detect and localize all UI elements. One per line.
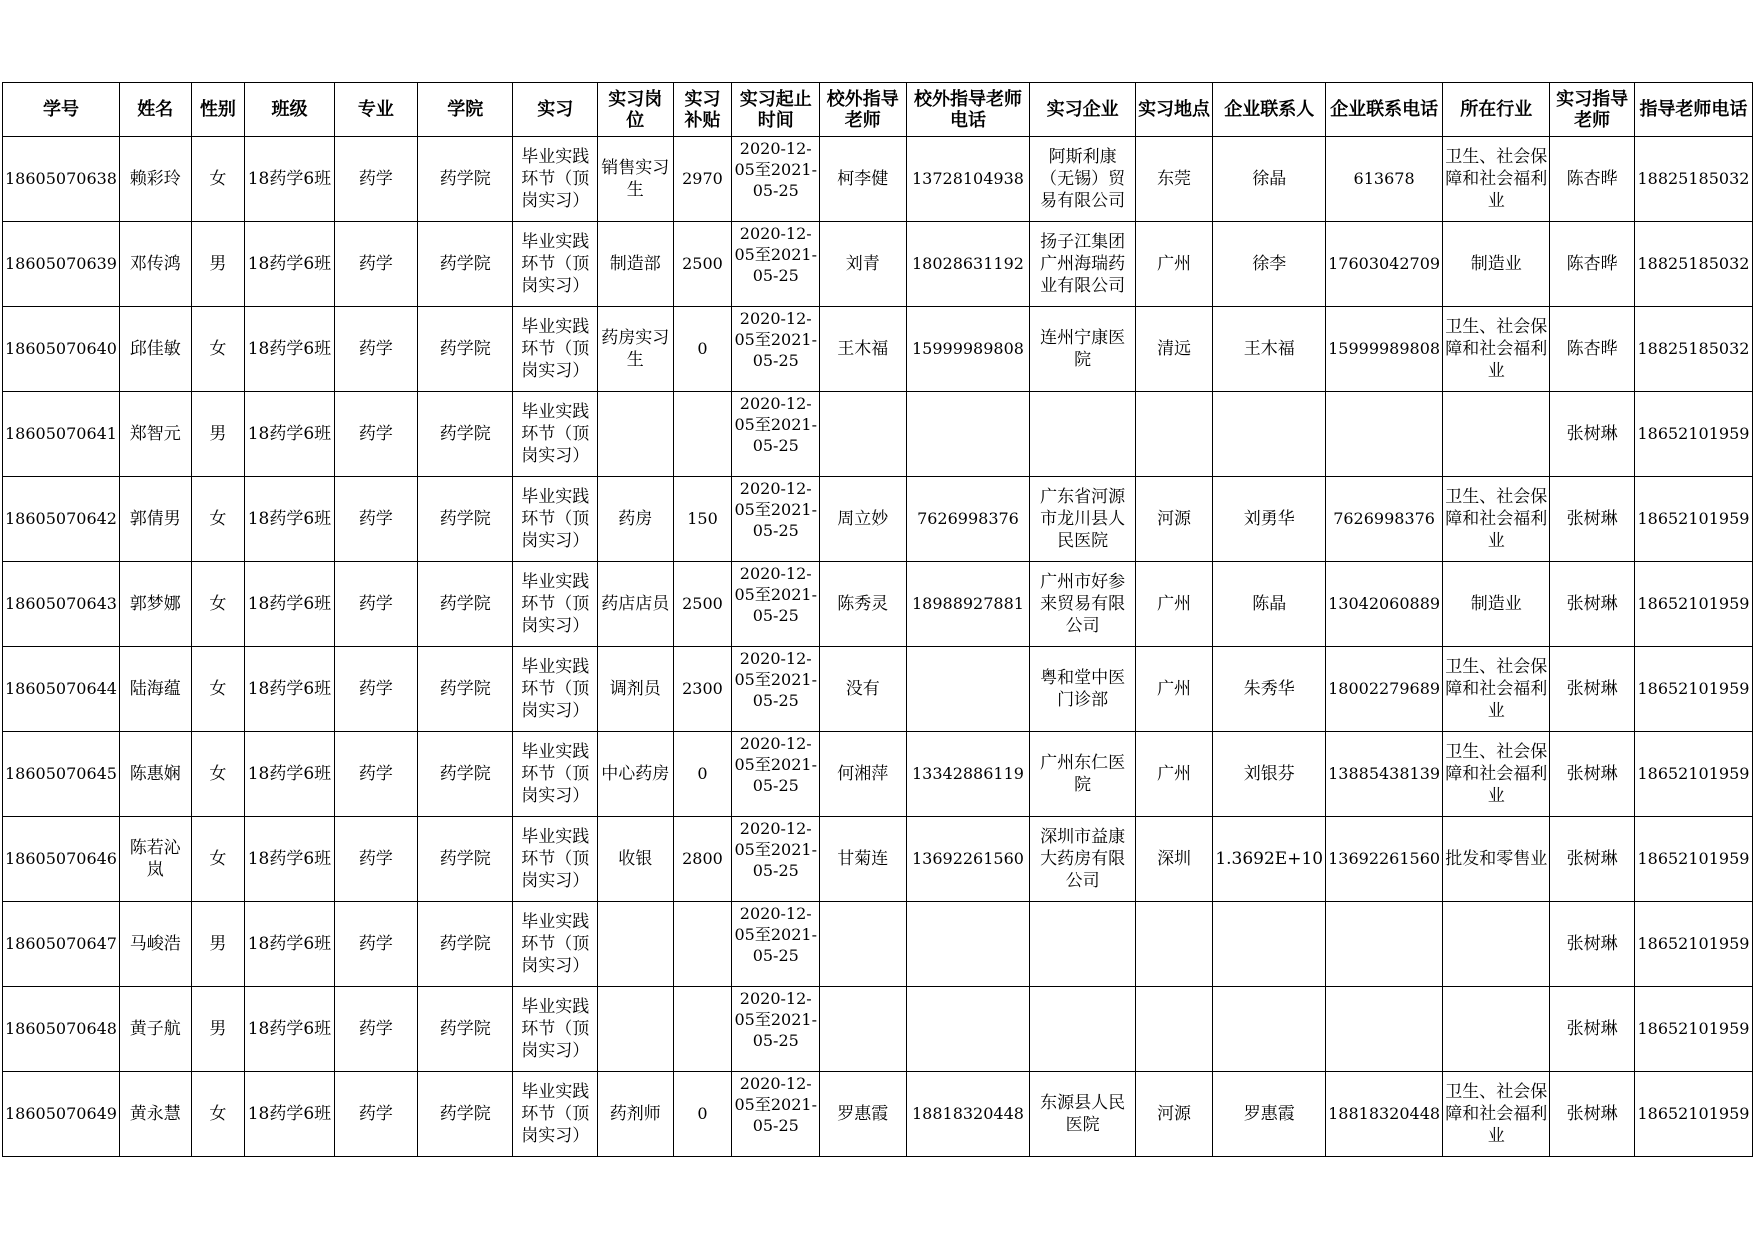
table-cell: 广州: [1135, 562, 1213, 647]
table-cell: 药房实习生: [598, 307, 674, 392]
table-cell: 18605070647: [3, 902, 120, 987]
table-cell: 刘青: [820, 222, 906, 307]
table-cell: 徐李: [1213, 222, 1326, 307]
table-cell: 广州: [1135, 647, 1213, 732]
column-header: 校外指导老师电话: [906, 83, 1030, 137]
table-cell: 药学院: [418, 222, 513, 307]
table-cell: 18605070639: [3, 222, 120, 307]
table-cell: 18药学6班: [245, 477, 334, 562]
table-cell: 销售实习生: [598, 137, 674, 222]
table-cell: 药学院: [418, 137, 513, 222]
table-cell: 广东省河源市龙川县人民医院: [1030, 477, 1135, 562]
column-header: 校外指导老师: [820, 83, 906, 137]
table-cell: 河源: [1135, 477, 1213, 562]
table-cell: 黄子航: [119, 987, 191, 1072]
table-cell: 18药学6班: [245, 647, 334, 732]
table-cell: [1135, 902, 1213, 987]
table-cell: [732, 732, 820, 817]
table-cell: 15999989808: [1326, 307, 1443, 392]
column-header: 学院: [418, 83, 513, 137]
table-cell: 批发和零售业: [1443, 817, 1550, 902]
table-cell: 制造部: [598, 222, 674, 307]
date-range-text: 2020-12-05至2021-05-25: [734, 564, 817, 625]
table-cell: [1443, 987, 1550, 1072]
column-header: 实习起止时间: [732, 83, 820, 137]
table-cell: 150: [673, 477, 732, 562]
table-cell: 7626998376: [906, 477, 1030, 562]
table-cell: 没有: [820, 647, 906, 732]
table-row: [3, 222, 1753, 307]
table-cell: 张树琳: [1550, 817, 1634, 902]
table-cell: 毕业实践环节（顶岗实习）: [513, 562, 598, 647]
table-cell: [1443, 902, 1550, 987]
table-cell: 18825185032: [1634, 307, 1752, 392]
table-cell: [1326, 987, 1443, 1072]
table-cell: 赖彩玲: [119, 137, 191, 222]
table-cell: 18药学6班: [245, 817, 334, 902]
table-cell: [820, 902, 906, 987]
table-cell: 0: [673, 1072, 732, 1157]
table-cell: 药学: [334, 222, 417, 307]
table-cell: 18605070641: [3, 392, 120, 477]
table-cell: 王木福: [820, 307, 906, 392]
table-cell: 18药学6班: [245, 732, 334, 817]
table-cell: 7626998376: [1326, 477, 1443, 562]
table-cell: 毕业实践环节（顶岗实习）: [513, 987, 598, 1072]
column-header: 实习地点: [1135, 83, 1213, 137]
table-cell: 调剂员: [598, 647, 674, 732]
table-cell: [598, 987, 674, 1072]
table-cell: 18605070646: [3, 817, 120, 902]
table-cell: 张树琳: [1550, 647, 1634, 732]
table-cell: 药学: [334, 1072, 417, 1157]
table-cell: 18药学6班: [245, 137, 334, 222]
column-header: 实习: [513, 83, 598, 137]
table-cell: 女: [191, 562, 245, 647]
table-cell: 18652101959: [1634, 562, 1752, 647]
table-cell: 连州宁康医院: [1030, 307, 1135, 392]
table-cell: 药学: [334, 392, 417, 477]
table-row: [3, 477, 1753, 562]
table-cell: 药学: [334, 902, 417, 987]
table-cell: [1326, 902, 1443, 987]
table-cell: [732, 1072, 820, 1157]
table-row: [3, 562, 1753, 647]
table-cell: 毕业实践环节（顶岗实习）: [513, 647, 598, 732]
table-cell: 2500: [673, 562, 732, 647]
table-cell: 药学: [334, 647, 417, 732]
table-row: [3, 392, 1753, 477]
table-cell: [732, 137, 820, 222]
table-cell: 药学: [334, 562, 417, 647]
table-cell: [906, 647, 1030, 732]
table-cell: [673, 392, 732, 477]
table-cell: 药学院: [418, 647, 513, 732]
date-range-text: 2020-12-05至2021-05-25: [734, 734, 817, 795]
table-cell: 中心药房: [598, 732, 674, 817]
table-cell: 18652101959: [1634, 987, 1752, 1072]
table-cell: 扬子江集团广州海瑞药业有限公司: [1030, 222, 1135, 307]
table-cell: 东源县人民医院: [1030, 1072, 1135, 1157]
table-cell: 药学院: [418, 477, 513, 562]
table-cell: 郑智元: [119, 392, 191, 477]
table-cell: 陈杏晔: [1550, 222, 1634, 307]
table-cell: 2800: [673, 817, 732, 902]
table-cell: 药学院: [418, 817, 513, 902]
table-cell: 何湘萍: [820, 732, 906, 817]
table-cell: 东莞: [1135, 137, 1213, 222]
table-cell: 毕业实践环节（顶岗实习）: [513, 392, 598, 477]
table-cell: [732, 392, 820, 477]
date-range-text: 2020-12-05至2021-05-25: [734, 649, 817, 710]
table-cell: 毕业实践环节（顶岗实习）: [513, 137, 598, 222]
table-cell: 毕业实践环节（顶岗实习）: [513, 222, 598, 307]
table-cell: [732, 307, 820, 392]
table-cell: 18652101959: [1634, 902, 1752, 987]
table-cell: 2500: [673, 222, 732, 307]
column-header: 企业联系人: [1213, 83, 1326, 137]
table-cell: 药学: [334, 817, 417, 902]
table-cell: 13042060889: [1326, 562, 1443, 647]
table-cell: 18605070649: [3, 1072, 120, 1157]
table-cell: 罗惠霞: [1213, 1072, 1326, 1157]
table-cell: 18605070644: [3, 647, 120, 732]
table-cell: 13885438139: [1326, 732, 1443, 817]
table-cell: 女: [191, 1072, 245, 1157]
table-row: [3, 137, 1753, 222]
table-cell: 0: [673, 307, 732, 392]
table-cell: 男: [191, 392, 245, 477]
table-cell: 邓传鸿: [119, 222, 191, 307]
table-cell: 18825185032: [1634, 137, 1752, 222]
table-cell: 陈杏晔: [1550, 307, 1634, 392]
table-cell: 613678: [1326, 137, 1443, 222]
table-cell: 女: [191, 477, 245, 562]
table-cell: 药学院: [418, 987, 513, 1072]
column-header: 实习企业: [1030, 83, 1135, 137]
table-cell: 制造业: [1443, 222, 1550, 307]
table-cell: 18652101959: [1634, 817, 1752, 902]
table-cell: [1030, 902, 1135, 987]
table-cell: 13692261560: [1326, 817, 1443, 902]
column-header: 指导老师电话: [1634, 83, 1752, 137]
table-cell: 刘银芬: [1213, 732, 1326, 817]
table-cell: 药学院: [418, 1072, 513, 1157]
table-cell: 毕业实践环节（顶岗实习）: [513, 817, 598, 902]
table-cell: [1135, 987, 1213, 1072]
table-cell: 广州: [1135, 222, 1213, 307]
table-cell: 15999989808: [906, 307, 1030, 392]
table-cell: 17603042709: [1326, 222, 1443, 307]
table-cell: 女: [191, 307, 245, 392]
table-cell: 广州: [1135, 732, 1213, 817]
table-cell: [732, 562, 820, 647]
table-cell: 18605070645: [3, 732, 120, 817]
table-cell: 13728104938: [906, 137, 1030, 222]
table-cell: 药学: [334, 137, 417, 222]
table-cell: [820, 987, 906, 1072]
date-range-text: 2020-12-05至2021-05-25: [734, 904, 817, 965]
table-cell: 药学: [334, 477, 417, 562]
table-cell: 18652101959: [1634, 732, 1752, 817]
table-cell: 女: [191, 732, 245, 817]
table-cell: 张树琳: [1550, 987, 1634, 1072]
table-cell: 毕业实践环节（顶岗实习）: [513, 477, 598, 562]
table-cell: 广州市好参来贸易有限公司: [1030, 562, 1135, 647]
table-cell: 毕业实践环节（顶岗实习）: [513, 902, 598, 987]
table-cell: 18605070640: [3, 307, 120, 392]
table-cell: [906, 902, 1030, 987]
table-row: [3, 647, 1753, 732]
table-cell: 女: [191, 137, 245, 222]
table-cell: 张树琳: [1550, 732, 1634, 817]
table-cell: 张树琳: [1550, 477, 1634, 562]
table-cell: [732, 987, 820, 1072]
table-row: [3, 817, 1753, 902]
table-cell: 柯李健: [820, 137, 906, 222]
table-cell: 药学院: [418, 732, 513, 817]
table-cell: [732, 477, 820, 562]
table-cell: 陈惠娴: [119, 732, 191, 817]
date-range-text: 2020-12-05至2021-05-25: [734, 224, 817, 285]
table-cell: 卫生、社会保障和社会福利业: [1443, 732, 1550, 817]
table-cell: [1213, 987, 1326, 1072]
table-cell: 药学: [334, 307, 417, 392]
table-cell: 陈杏晔: [1550, 137, 1634, 222]
table-cell: 18652101959: [1634, 477, 1752, 562]
date-range-text: 2020-12-05至2021-05-25: [734, 989, 817, 1050]
table-cell: 18825185032: [1634, 222, 1752, 307]
table-row: [3, 987, 1753, 1072]
table-cell: 徐晶: [1213, 137, 1326, 222]
table-cell: 罗惠霞: [820, 1072, 906, 1157]
column-header: 实习岗位: [598, 83, 674, 137]
table-cell: 男: [191, 222, 245, 307]
table-cell: [1443, 392, 1550, 477]
table-cell: [732, 902, 820, 987]
column-header: 所在行业: [1443, 83, 1550, 137]
table-cell: [598, 902, 674, 987]
table-cell: 朱秀华: [1213, 647, 1326, 732]
table-cell: [673, 987, 732, 1072]
table-cell: 男: [191, 902, 245, 987]
table-cell: 18652101959: [1634, 647, 1752, 732]
table-cell: [906, 392, 1030, 477]
table-cell: [1135, 392, 1213, 477]
internship-table: [2, 82, 1753, 1157]
table-row: [3, 902, 1753, 987]
table-cell: [820, 392, 906, 477]
table-row: [3, 732, 1753, 817]
table-cell: 药学院: [418, 307, 513, 392]
table-cell: 18药学6班: [245, 307, 334, 392]
table-cell: 18002279689: [1326, 647, 1443, 732]
column-header: 实习指导老师: [1550, 83, 1634, 137]
table-cell: 18药学6班: [245, 987, 334, 1072]
table-cell: [598, 392, 674, 477]
table-cell: 甘菊连: [820, 817, 906, 902]
date-range-text: 2020-12-05至2021-05-25: [734, 394, 817, 455]
table-cell: 18药学6班: [245, 392, 334, 477]
column-header: 学号: [3, 83, 120, 137]
date-range-text: 2020-12-05至2021-05-25: [734, 309, 817, 370]
table-cell: 马峻浩: [119, 902, 191, 987]
date-range-text: 2020-12-05至2021-05-25: [734, 139, 817, 200]
table-cell: 药房: [598, 477, 674, 562]
table-cell: 1.3692E+10: [1213, 817, 1326, 902]
table-cell: 郭倩男: [119, 477, 191, 562]
table-cell: 男: [191, 987, 245, 1072]
table-cell: [1213, 392, 1326, 477]
table-cell: 阿斯利康（无锡）贸易有限公司: [1030, 137, 1135, 222]
table-cell: 18药学6班: [245, 222, 334, 307]
table-cell: [906, 987, 1030, 1072]
table-cell: 河源: [1135, 1072, 1213, 1157]
table-cell: 药学院: [418, 562, 513, 647]
table-cell: [1213, 902, 1326, 987]
table-cell: [732, 222, 820, 307]
table-cell: [673, 902, 732, 987]
table-cell: 深圳: [1135, 817, 1213, 902]
date-range-text: 2020-12-05至2021-05-25: [734, 819, 817, 880]
header-row: [3, 83, 1753, 137]
table-cell: 郭梦娜: [119, 562, 191, 647]
table-cell: [732, 817, 820, 902]
table-cell: 收银: [598, 817, 674, 902]
column-header: 企业联系电话: [1326, 83, 1443, 137]
table-cell: 18652101959: [1634, 1072, 1752, 1157]
table-cell: [1326, 392, 1443, 477]
table-cell: 18652101959: [1634, 392, 1752, 477]
column-header: 专业: [334, 83, 417, 137]
table-cell: 药学院: [418, 902, 513, 987]
table-cell: 毕业实践环节（顶岗实习）: [513, 307, 598, 392]
table-cell: 卫生、社会保障和社会福利业: [1443, 477, 1550, 562]
table-cell: 药店店员: [598, 562, 674, 647]
table-cell: 药剂师: [598, 1072, 674, 1157]
table-cell: 制造业: [1443, 562, 1550, 647]
column-header: 实习补贴: [673, 83, 732, 137]
column-header: 姓名: [119, 83, 191, 137]
table-cell: 13342886119: [906, 732, 1030, 817]
table-cell: 深圳市益康大药房有限公司: [1030, 817, 1135, 902]
table-cell: 0: [673, 732, 732, 817]
table-cell: 2970: [673, 137, 732, 222]
table-cell: 清远: [1135, 307, 1213, 392]
table-cell: 王木福: [1213, 307, 1326, 392]
table-cell: 18818320448: [1326, 1072, 1443, 1157]
table-cell: 药学院: [418, 392, 513, 477]
table-cell: [1030, 392, 1135, 477]
table-cell: 周立妙: [820, 477, 906, 562]
table-cell: 陈晶: [1213, 562, 1326, 647]
table-cell: 邱佳敏: [119, 307, 191, 392]
table-cell: 毕业实践环节（顶岗实习）: [513, 732, 598, 817]
table-cell: 18028631192: [906, 222, 1030, 307]
table-cell: 18药学6班: [245, 562, 334, 647]
table-cell: [1030, 987, 1135, 1072]
table-cell: 13692261560: [906, 817, 1030, 902]
table-cell: 18药学6班: [245, 902, 334, 987]
column-header: 班级: [245, 83, 334, 137]
table-cell: 18605070643: [3, 562, 120, 647]
table-cell: 18818320448: [906, 1072, 1030, 1157]
table-cell: 药学: [334, 987, 417, 1072]
table-cell: 张树琳: [1550, 562, 1634, 647]
table-cell: 粤和堂中医门诊部: [1030, 647, 1135, 732]
table-cell: 卫生、社会保障和社会福利业: [1443, 1072, 1550, 1157]
table-cell: [732, 647, 820, 732]
table-cell: 毕业实践环节（顶岗实习）: [513, 1072, 598, 1157]
table-cell: 18605070642: [3, 477, 120, 562]
table-cell: 陆海蕴: [119, 647, 191, 732]
table-cell: 18605070638: [3, 137, 120, 222]
date-range-text: 2020-12-05至2021-05-25: [734, 1074, 817, 1135]
table-row: [3, 307, 1753, 392]
table-cell: 陈秀灵: [820, 562, 906, 647]
table-cell: 陈若沁岚: [119, 817, 191, 902]
table-cell: 18药学6班: [245, 1072, 334, 1157]
table-cell: 2300: [673, 647, 732, 732]
table-cell: 卫生、社会保障和社会福利业: [1443, 647, 1550, 732]
table-cell: 卫生、社会保障和社会福利业: [1443, 307, 1550, 392]
table-cell: 卫生、社会保障和社会福利业: [1443, 137, 1550, 222]
table-cell: 张树琳: [1550, 902, 1634, 987]
table-cell: 女: [191, 817, 245, 902]
table-cell: 黄永慧: [119, 1072, 191, 1157]
table-cell: 药学: [334, 732, 417, 817]
date-range-text: 2020-12-05至2021-05-25: [734, 479, 817, 540]
table-cell: 刘勇华: [1213, 477, 1326, 562]
table-cell: 张树琳: [1550, 392, 1634, 477]
table-cell: 18988927881: [906, 562, 1030, 647]
column-header: 性别: [191, 83, 245, 137]
table-cell: 张树琳: [1550, 1072, 1634, 1157]
table-cell: 18605070648: [3, 987, 120, 1072]
table-cell: 广州东仁医院: [1030, 732, 1135, 817]
table-cell: 女: [191, 647, 245, 732]
table-row: [3, 1072, 1753, 1157]
